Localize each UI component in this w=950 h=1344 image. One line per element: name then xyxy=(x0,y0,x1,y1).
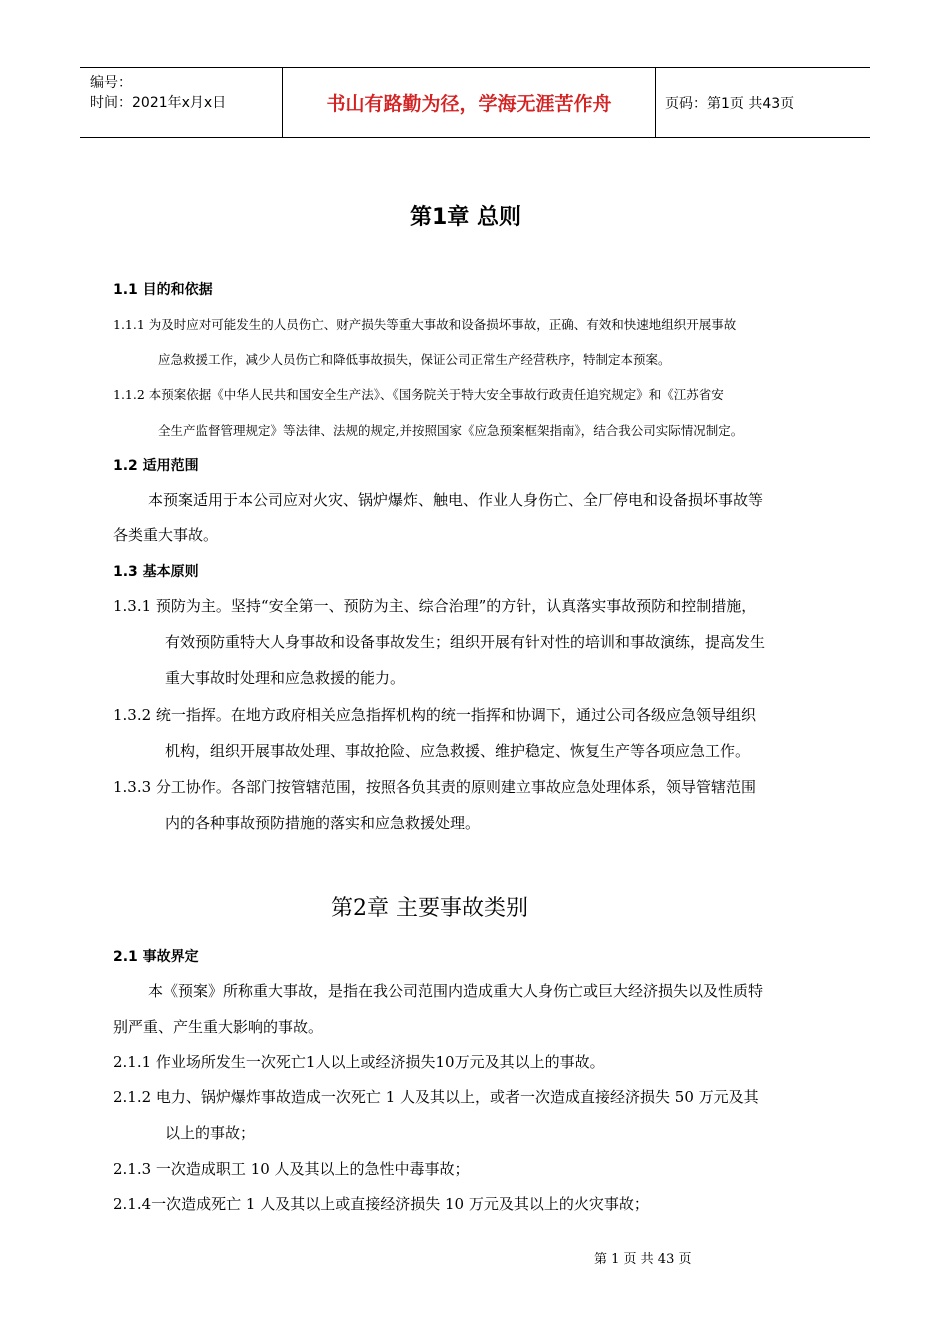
number-label: 编号： xyxy=(90,75,132,91)
list-item: 2.1.4一次造成死亡 1 人及其以上或直接经济损失 10 万元及其以上的火灾事故； xyxy=(113,1195,649,1213)
list-item: 2.1.1 作业场所发生一次死亡1人以上或经济损失10万元及其以上的事故。 xyxy=(113,1053,605,1071)
list-item: 以上的事故； xyxy=(165,1124,256,1142)
paragraph-line: 机构，组织开展事故处理、事故抢险、应急救援、维护稳定、恢复生产等各项应急工作。 xyxy=(165,742,751,760)
paragraph-line: 1.3.3 分工协作。各部门按管辖范围，按照各负其责的原则建立事故应急处理体系，领导管辖范围 xyxy=(113,778,756,796)
paragraph-line: 各类重大事故。 xyxy=(113,526,219,544)
motto: 书山有路勤为径，学海无涯苦作舟 xyxy=(326,93,612,115)
paragraph-line: 有效预防重特大人身事故和设备事故发生；组织开展有针对性的培训和事故演练，提高发生 xyxy=(165,633,766,651)
paragraph-line: 1.3.2 统一指挥。在地方政府相关应急指挥机构的统一指挥和协调下，通过公司各级应急领导组织 xyxy=(113,706,756,724)
paragraph-line: 应急救援工作，减少人员伤亡和降低事故损失，保证公司正常生产经营秩序，特制定本预案。 xyxy=(158,352,671,367)
page-header xyxy=(80,67,870,138)
section-1-1-heading: 1.1 目的和依据 xyxy=(113,282,213,298)
section-2-1-heading: 2.1 事故界定 xyxy=(113,949,199,965)
paragraph-line: 别严重、产生重大影响的事故。 xyxy=(113,1018,324,1036)
list-item: 2.1.2 电力、锅炉爆炸事故造成一次死亡 1 人及其以上，或者一次造成直接经济损失 50 万元及其 xyxy=(113,1088,759,1106)
page-info: 页码：第1页 共43页 xyxy=(665,95,795,112)
section-1-3-heading: 1.3 基本原则 xyxy=(113,564,199,580)
paragraph-line: 全生产监督管理规定》等法律、法规的规定,并按照国家《应急预案框架指南》，结合我公司实际情况制定。 xyxy=(158,423,744,438)
paragraph-line: 1.1.2 本预案依据《中华人民共和国安全生产法》、《国务院关于特大安全事故行政责任追究规定》和《江苏省安 xyxy=(113,387,724,402)
paragraph-line: 本《预案》所称重大事故，是指在我公司范围内造成重大人身伤亡或巨大经济损失以及性质特 xyxy=(148,982,764,1000)
paragraph-line: 1.1.1 为及时应对可能发生的人员伤亡、财产损失等重大事故和设备损坏事故，正确、有效和快速地组织开展事故 xyxy=(113,317,737,332)
chapter-1-title: 第1章 总则 xyxy=(410,205,521,230)
paragraph-line: 内的各种事故预防措施的落实和应急救援处理。 xyxy=(165,814,481,832)
page-footer: 第 1 页 共 43 页 xyxy=(594,1252,692,1267)
paragraph-line: 本预案适用于本公司应对火灾、锅炉爆炸、触电、作业人身伤亡、全厂停电和设备损坏事故等 xyxy=(148,491,764,509)
chapter-2-title: 第2章 主要事故类别 xyxy=(331,896,528,921)
section-1-2-heading: 1.2 适用范围 xyxy=(113,458,199,474)
date-label: 时间：2021年x月x日 xyxy=(90,95,227,111)
paragraph-line: 1.3.1 预防为主。坚持“安全第一、预防为主、综合治理”的方针，认真落实事故预防和控制措施， xyxy=(113,597,757,615)
header-meta-cell xyxy=(80,68,282,137)
list-item: 2.1.3 一次造成职工 10 人及其以上的急性中毒事故； xyxy=(113,1160,470,1178)
paragraph-line: 重大事故时处理和应急救援的能力。 xyxy=(165,669,406,687)
